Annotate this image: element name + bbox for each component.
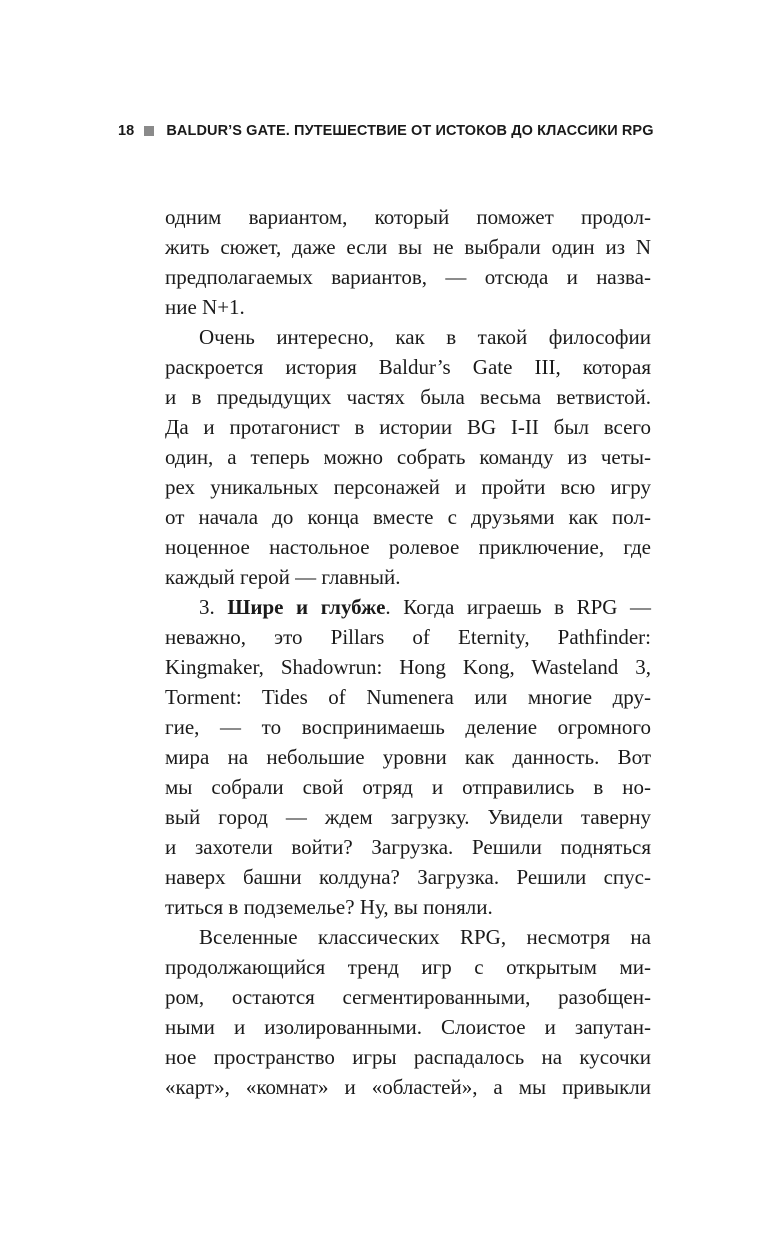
book-title: BALDUR’S GATE. ПУТЕШЕСТВИЕ ОТ ИСТОКОВ ДО КЛАССИКИ RPG (166, 123, 654, 139)
text-line: раскроется история Baldur’s Gate III, которая (165, 355, 651, 379)
text-line: Да и протагонист в истории BG I-II был всего (165, 415, 651, 439)
page-number: 18 (118, 123, 135, 139)
text-line: ние N+1. (165, 295, 245, 319)
text-line: гие, — то воспринимаешь деление огромного (165, 715, 651, 739)
text-fragment: . Когда играешь в RPG — (385, 595, 652, 619)
text-line: от начала до конца вместе с друзьями как пол- (165, 505, 651, 529)
text-line: ное пространство игры распадалось на кусочки (165, 1045, 651, 1069)
text-line: «карт», «комнат» и «областей», а мы привыкли (165, 1075, 651, 1099)
text-line: и в предыдущих частях была весьма ветвистой. (165, 385, 651, 409)
text-line: наверх башни колдуна? Загрузка. Решили спус- (165, 865, 651, 889)
text-line: ными и изолированными. Слоистое и запутан- (165, 1015, 651, 1039)
text-line: продолжающийся тренд игр с открытым ми- (165, 955, 651, 979)
text-line: ноценное настольное ролевое приключение, где (165, 535, 651, 559)
text-line: Kingmaker, Shadowrun: Hong Kong, Wasteland 3, (165, 655, 651, 679)
text-line: жить сюжет, даже если вы не выбрали один из N (165, 235, 651, 259)
text-line: Torment: Tides of Numenera или многие дру- (165, 685, 651, 709)
text-line: вый город — ждем загрузку. Увидели таверну (165, 805, 651, 829)
header-square-icon (144, 126, 154, 136)
running-header (118, 121, 658, 141)
text-line: мира на небольшие уровни как данность. Вот (165, 745, 651, 769)
text-line: неважно, это Pillars of Eternity, Pathfinder: (165, 625, 651, 649)
text-line: рех уникальных персонажей и пройти всю игру (165, 475, 651, 499)
body-text (165, 202, 651, 1102)
text-line: каждый герой — главный. (165, 565, 401, 589)
text-line: одним вариантом, который поможет продол- (165, 205, 651, 229)
text-line: Очень интересно, как в такой философии (199, 325, 651, 349)
text-line: и захотели войти? Загрузка. Решили подняться (165, 835, 651, 859)
text-line (165, 592, 651, 622)
text-line: Вселенные классических RPG, несмотря на (199, 925, 651, 949)
text-line: титься в подземелье? Ну, вы поняли. (165, 895, 493, 919)
text-line: один, а теперь можно собрать команду из четы- (165, 445, 651, 469)
text-line: ром, остаются сегментированными, разобщен- (165, 985, 651, 1009)
list-number: 3. (199, 595, 228, 619)
text-line: предполагаемых вариантов, — отсюда и назва- (165, 265, 651, 289)
text-line: мы собрали свой отряд и отправились в но- (165, 775, 651, 799)
section-heading: Шире и глубже (227, 595, 386, 619)
